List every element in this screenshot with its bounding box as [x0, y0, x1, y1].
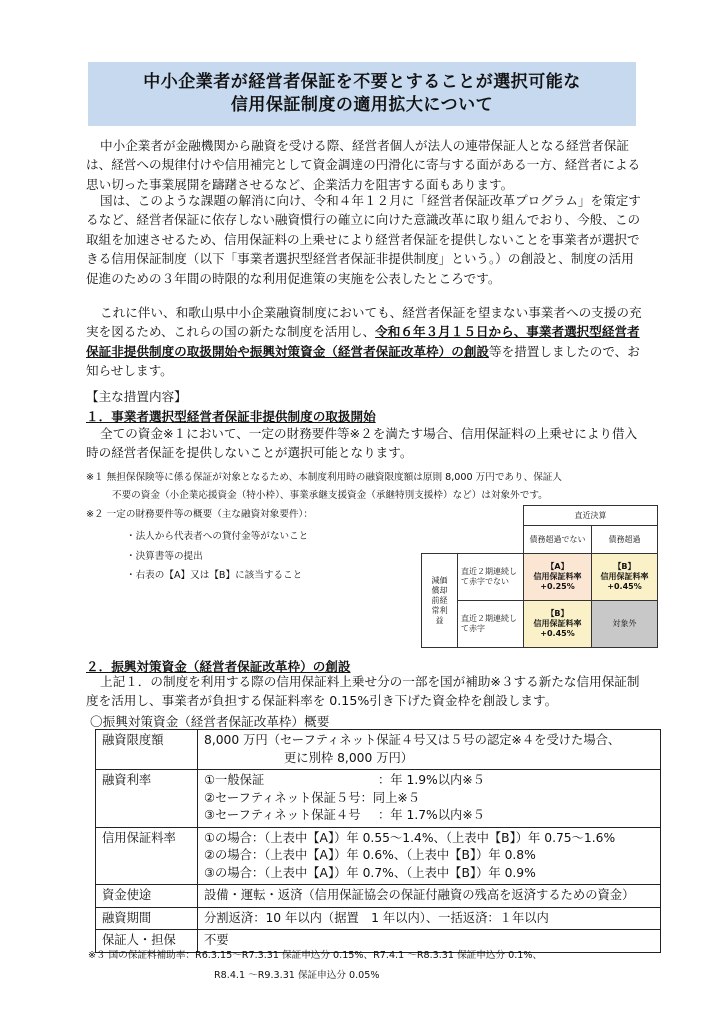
limit-label: 融資限度額 — [96, 730, 198, 770]
rate-item-3: ③セーフティネット保証４号 — [204, 808, 361, 822]
cell-b-tag: 【B】 — [613, 562, 636, 571]
requirement-item: ・決算書等の提出 — [126, 551, 203, 562]
fee-item-1: ①の場合：（上表中【A】）年 0.55～1.4%、（上表中【B】）年 0.75～1.6% — [204, 830, 616, 845]
note-3-line-1: ※３ 国の保証料補助率：R6.3.15～R7.3.31 保証申込分 0.15%、R7.4.1 ～R8.3.31 保証申込分 0.1%、 — [88, 950, 543, 961]
guarantor-label: 保証人・担保 — [96, 930, 198, 953]
table-row — [96, 730, 661, 770]
rate-item-2-value: ：同上※５ — [360, 790, 420, 805]
section-1-text — [86, 424, 642, 463]
loan-overview-table — [95, 729, 661, 953]
table-row-header: 減価償却前経常利益 — [422, 554, 458, 648]
note-1 — [86, 471, 646, 503]
limit-value — [198, 730, 661, 770]
intro-p3-before: これに伴い、和歌山県中小企業融資制度においても、経営者保証を望まない事業者への支援の充実を図るため、これらの国の新たな制度を活用し、 — [86, 305, 642, 340]
rate-item-2: ②セーフティネット保証５号 — [204, 790, 361, 805]
cell-a-tag: 【A】 — [546, 562, 569, 571]
section-2-text — [86, 672, 642, 711]
cell-b-label: 信用保証料率 — [600, 572, 649, 581]
title-banner — [88, 62, 636, 126]
note-2: ※２ 一定の財務要件等の概要（主な融資対象要件）： — [86, 509, 313, 520]
section-2-paragraph: 上記１．の制度を利用する際の信用保証料上乗せ分の一部を国が補助※３する新たな信用保証制度を活用し、事業者が負担する保証料率を 0.15%引き下げた資金枠を創設します。 — [86, 674, 640, 709]
intro-p3-emphasis: 令和６年３月１５日から、事業者選択型経営者保証非提供制度の取扱開始や振興対策資金（経営者保証改革枠）の創設 — [86, 324, 640, 359]
limit-line-1: 8,000 万円（セーフティネット保証４号又は５号の認定※４を受けた場合、 — [204, 733, 621, 747]
section-1-paragraph: 全ての資金※１において、一定の財務要件等※２を満たす場合、信用保証料の上乗せにより借入時の経営者保証を提供しないことが選択可能となります。 — [86, 426, 638, 461]
cell-b-deficit — [524, 601, 592, 648]
title-line-2: 信用保証制度の適用拡大について — [230, 95, 494, 115]
note-1-line-2: 不要の資金（小企業応援資金（特小枠）、事業承継支援資金（承継特別支援枠）など）は対象外です。 — [112, 490, 548, 501]
fee-item-2: ②の場合：（上表中【A】）年 0.6%、（上表中【B】）年 0.8% — [204, 848, 536, 862]
intro-paragraph-2 — [86, 191, 642, 288]
table-row — [96, 770, 661, 828]
cell-a-label: 信用保証料率 — [533, 572, 582, 581]
title-line-1: 中小企業者が経営者保証を不要とすることが選択可能な — [143, 72, 581, 92]
fee-label: 信用保証料率 — [96, 827, 198, 885]
use-value: 設備・運転・返済（信用保証協会の保証付融資の残高を返済するための資金） — [198, 885, 661, 908]
intro-paragraph-1-text: 中小企業者が金融機関から融資を受ける際、経営者個人が法人の連帯保証人となる経営者保証は、経営への規律付けや信用補完として資金調達の円滑化に寄与する面がある一方、経営者による思い切った事業展開を躊躇させるなど、企業活力を阻害する面もあります。 — [86, 138, 641, 192]
term-value: 分割返済：10 年以内（据置 1 年以内）、一括返済：１年以内 — [198, 907, 661, 930]
intro-paragraph-3-text — [86, 303, 642, 381]
intro-p3-after: 等を措置しましたので、お知らせします。 — [86, 343, 640, 379]
cell-b-value: +0.45% — [607, 582, 642, 591]
table-row-2-label: 直近２期連続して赤字 — [458, 601, 524, 648]
table-row-1-label: 直近２期連続して赤字でない — [458, 554, 524, 601]
use-label: 資金使途 — [96, 885, 198, 908]
requirement-table — [421, 505, 658, 648]
fee-item-3: ③の場合：（上表中【A】）年 0.7%、（上表中【B】）年 0.9% — [204, 865, 536, 880]
intro-paragraph-2-text: 国は、このような課題の解消に向け、令和４年１２月に「経営者保証改革プログラム」を策定するなど、経営者保証に依存しない融資慣行の確立に向けた意識改革に取り組んでおり、今般、この取組を加速させるため、信用保証料の上乗せにより経営者保証を提供しないことを事業者が選択できる信用保証制度（以下「事業者選択型経営者保証非提供制度」という。）の創設と、制度の活用促進のための３年間の時限的な利用促進策の実施を公表したところです。 — [86, 193, 641, 286]
rate-item-1: ①一般保証 — [204, 773, 265, 787]
cell-b-tag: 【B】 — [546, 609, 569, 618]
intro-paragraph-3 — [86, 303, 642, 381]
cell-b-insolvent — [592, 554, 658, 601]
note-1-line-1: ※１ 無担保保険等に係る保証が対象となるため、本制度利用時の融資限度額は原則 8,000 万円であり、保証人 — [86, 472, 562, 483]
fee-value — [198, 827, 661, 885]
table-col-not-insolvent: 債務超過でない — [524, 526, 592, 554]
note-3 — [88, 949, 648, 983]
note-3-line-2: R8.4.1 ～R9.3.31 保証申込分 0.05% — [214, 970, 380, 981]
table-header-latest: 直近決算 — [524, 506, 658, 526]
rate-value — [198, 770, 661, 828]
cell-b-label: 信用保証料率 — [533, 619, 582, 628]
term-label: 融資期間 — [96, 907, 198, 930]
rate-label: 融資利率 — [96, 770, 198, 828]
rate-item-3-value: ：年 1.7%以内※５ — [378, 808, 485, 822]
requirement-item: ・法人から代表者への貸付金等がないこと — [126, 531, 309, 542]
intro-paragraph-1 — [86, 136, 642, 194]
requirement-item: ・右表の【A】又は【B】に該当すること — [126, 570, 303, 581]
rate-item-1-value: ：年 1.9%以内※５ — [378, 773, 485, 787]
cell-b-value: +0.45% — [540, 629, 575, 638]
cell-a — [524, 554, 592, 601]
table-col-insolvent: 債務超過 — [592, 526, 658, 554]
measures-heading: 【主な措置内容】 — [86, 389, 187, 404]
section-2-heading: ２．振興対策資金（経営者保証改革枠）の創設 — [86, 659, 351, 674]
guarantor-value: 不要 — [198, 930, 661, 953]
table-row — [96, 827, 661, 885]
limit-line-2: 更に別枠 8,000 万円） — [284, 750, 414, 765]
cell-a-value: +0.25% — [540, 582, 575, 591]
cell-excluded: 対象外 — [592, 601, 658, 648]
table-row — [96, 907, 661, 930]
section-1-heading: １．事業者選択型経営者保証非提供制度の取扱開始 — [86, 409, 376, 424]
table-row — [96, 885, 661, 908]
table-title: 〇振興対策資金（経営者保証改革枠）概要 — [90, 714, 330, 729]
